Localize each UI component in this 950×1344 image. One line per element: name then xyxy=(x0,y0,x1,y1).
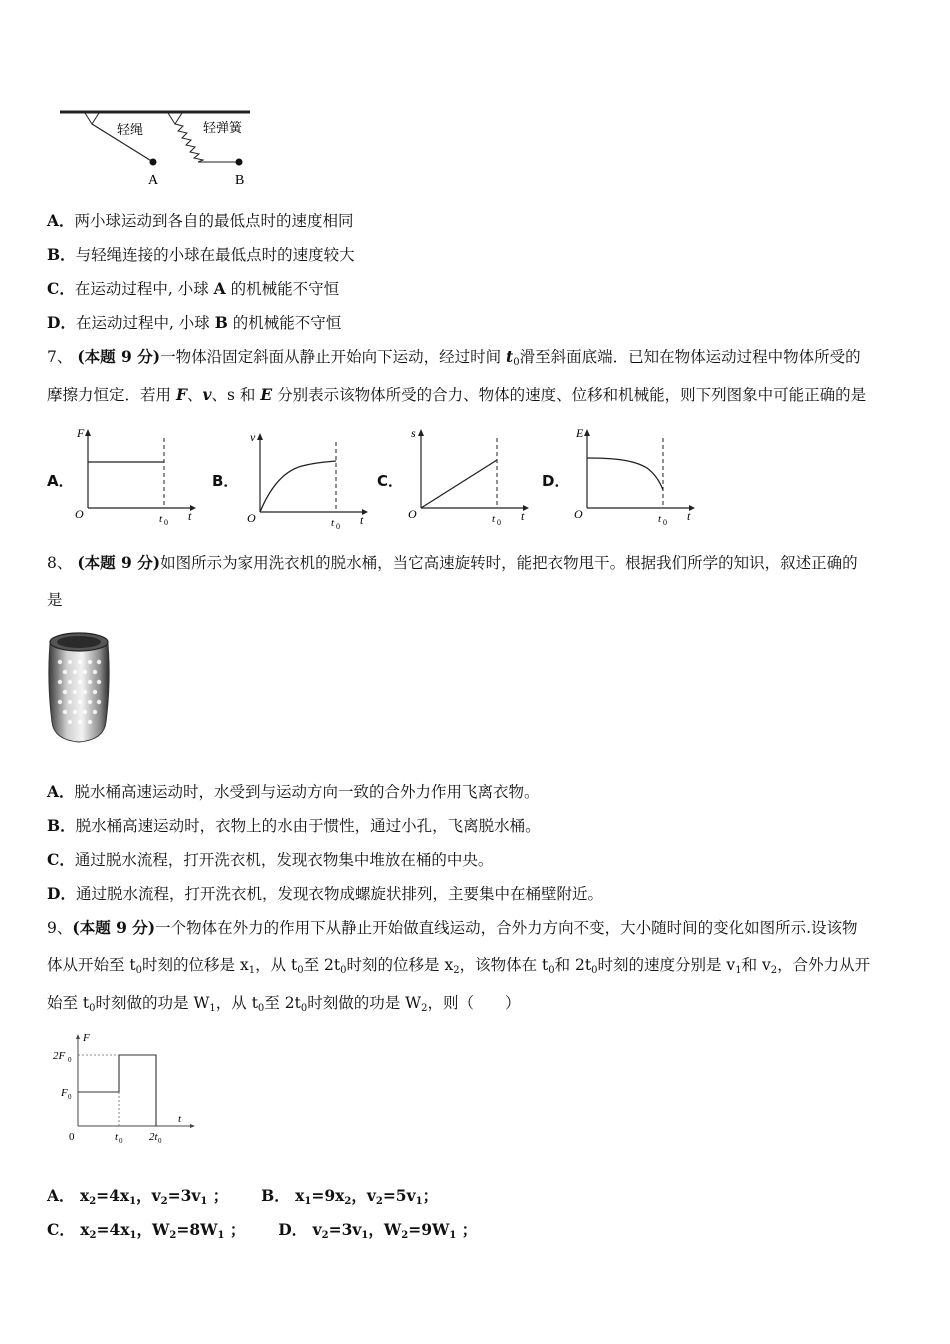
y-2f0-sub: 0 xyxy=(68,1056,72,1064)
axis-x-label: t xyxy=(188,509,192,523)
axis-y-label: F xyxy=(77,426,85,440)
q9-option-a: A． $x_2=4x_1$，$v_2=3v_1$ ； xyxy=(47,1186,229,1207)
origin-label: O xyxy=(574,507,583,521)
q9-stem-line1: 9、(本题 9 分)一个物体在外力的作用下从静止开始做直线运动，合外力方向不变，大小随时间的变化如图所示.设该物 xyxy=(47,918,858,937)
q9-option-d: D． $v_2=3v_1$，$W_2=9W_1$ ； xyxy=(278,1220,478,1241)
ball-b-label: B xyxy=(235,173,245,188)
q9-stem-line2: 体从开始至 $t_0$时刻的位移是 $x_1$，从 $t_0$至 $2t_0$时刻的位移是 $x_2$，该物体在 $t_0$和 $2t_0$时刻的速度分别是 $v_1$和 $v_2$，合外力从开 xyxy=(47,956,871,976)
axis-x-label: t xyxy=(687,509,691,523)
t0-sub: 0 xyxy=(119,1137,123,1145)
2t0-sub: 0 xyxy=(158,1137,162,1145)
t0-label: t xyxy=(115,1131,119,1143)
t0-label: t xyxy=(331,517,335,529)
q8-option-d: D．通过脱水流程，打开洗衣机，发现衣物成螺旋状排列，主要集中在桶壁附近。 xyxy=(47,884,603,903)
q7-graph-a-letter: A． xyxy=(47,472,74,490)
axis-y-label: E xyxy=(576,426,584,440)
q9-option-row-ab xyxy=(47,1186,438,1206)
ball-a-label: A xyxy=(148,173,159,188)
q8-option-b: B．脱水桶高速运动时，衣物上的水由于惯性，通过小孔，飞离脱水桶。 xyxy=(47,816,541,835)
2t0-label: 2t xyxy=(149,1131,158,1143)
q9-option-b: B． $x_1=9x_2$，$v_2=5v_1$； xyxy=(261,1186,439,1207)
origin-label: O xyxy=(75,507,84,521)
q8-stem-line2: 是 xyxy=(47,591,63,609)
q7-stem-line2: 摩擦力恒定．若用 F、v、s 和 E 分别表示该物体所受的合力、物体的速度、位移和机械能，则下列图象中可能正确的是 xyxy=(47,385,867,404)
origin-label: 0 xyxy=(69,1131,75,1143)
q9-force-time-graph xyxy=(50,1030,200,1146)
q9-option-c: C． $x_2=4x_1$，$W_2=8W_1$ ； xyxy=(47,1220,246,1241)
q7-graph-d-letter: D． xyxy=(542,472,570,490)
q6-option-b: B．与轻绳连接的小球在最低点时的速度较大 xyxy=(47,245,355,264)
q8-option-a: A．脱水桶高速运动时，水受到与运动方向一致的合外力作用飞离衣物。 xyxy=(47,782,540,801)
q7-graph-c-letter: C． xyxy=(377,472,404,490)
q8-option-c: C．通过脱水流程，打开洗衣机，发现衣物集中堆放在桶的中央。 xyxy=(47,850,494,869)
origin-label: O xyxy=(408,507,417,521)
axis-x-label: t xyxy=(360,513,364,527)
washing-drum-image xyxy=(44,622,114,750)
q7-graph-d xyxy=(569,424,699,528)
q6-option-c: C．在运动过程中, 小球 A 的机械能不守恒 xyxy=(47,279,340,298)
y-f0-sub: 0 xyxy=(68,1093,72,1101)
q9-stem-line3: 始至 $t_0$时刻做的功是 $W_1$，从 $t_0$至 $2t_0$时刻做的功是 $W_2$，则（ ） xyxy=(47,994,521,1014)
t0-sub: 0 xyxy=(497,518,501,527)
t0-label: t xyxy=(159,513,163,525)
q7-graph-a xyxy=(70,424,200,528)
q6-option-a: A．两小球运动到各自的最低点时的速度相同 xyxy=(47,211,354,230)
axis-y-label: F xyxy=(83,1032,90,1044)
q9-option-row-cd xyxy=(47,1220,477,1240)
q7-graph-b-letter: B． xyxy=(212,472,239,490)
q7-graph-c xyxy=(403,424,533,528)
q8-stem-line1: 8、 (本题 9 分)如图所示为家用洗衣机的脱水桶，当它高速旋转时，能把衣物甩干。根据我们所学的知识，叙述正确的 xyxy=(47,553,858,572)
origin-label: O xyxy=(247,511,256,525)
t0-label: t xyxy=(492,513,496,525)
y-2f0-label: 2F xyxy=(53,1050,66,1062)
q7-stem-line1: 7、 (本题 9 分)一物体沿固定斜面从静止开始向下运动，经过时间 $t_0$滑至斜面底端．已知在物体运动过程中物体所受的 xyxy=(47,347,861,368)
t0-sub: 0 xyxy=(336,522,340,531)
axis-y-label: s xyxy=(411,426,416,440)
rope-spring-figure xyxy=(55,104,255,192)
axis-x-label: t xyxy=(178,1113,182,1125)
t0-label: t xyxy=(658,513,662,525)
q6-option-d: D．在运动过程中, 小球 B 的机械能不守恒 xyxy=(47,313,342,332)
y-f0-label: F xyxy=(61,1087,68,1099)
rope-label: 轻绳 xyxy=(117,122,144,137)
t0-sub: 0 xyxy=(663,518,667,527)
q7-graph-b xyxy=(242,428,372,532)
spring-label: 轻弹簧 xyxy=(203,120,243,135)
t0-sub: 0 xyxy=(164,518,168,527)
axis-x-label: t xyxy=(521,509,525,523)
axis-y-label: v xyxy=(250,430,256,444)
